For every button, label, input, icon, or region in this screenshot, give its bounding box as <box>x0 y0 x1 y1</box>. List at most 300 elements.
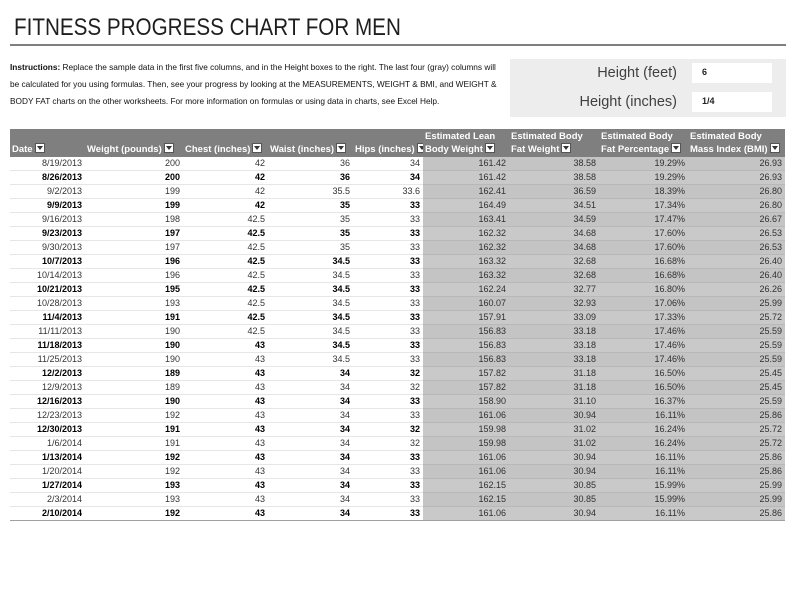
cell-lean-weight[interactable]: 162.15 <box>423 493 509 507</box>
cell-lean-weight[interactable]: 159.98 <box>423 423 509 437</box>
cell-weight[interactable]: 192 <box>85 409 183 423</box>
cell-hips[interactable]: 33 <box>353 409 423 423</box>
cell-fat-percentage[interactable]: 17.46% <box>599 339 688 353</box>
cell-hips[interactable]: 33 <box>353 297 423 311</box>
cell-hips[interactable]: 33 <box>353 283 423 297</box>
cell-fat-weight[interactable]: 34.68 <box>509 241 599 255</box>
cell-waist[interactable]: 34.5 <box>268 339 353 353</box>
table-row <box>10 423 785 437</box>
cell-date[interactable]: 8/19/2013 <box>10 157 85 171</box>
cell-lean-weight[interactable]: 161.42 <box>423 171 509 185</box>
height-inches-row <box>510 88 786 117</box>
table-row <box>10 283 785 297</box>
height-feet-label: Height (feet) <box>597 65 677 81</box>
cell-chest[interactable]: 43 <box>183 437 268 451</box>
cell-date[interactable]: 9/2/2013 <box>10 185 85 199</box>
cell-fat-weight[interactable]: 31.18 <box>509 381 599 395</box>
cell-fat-weight[interactable]: 34.51 <box>509 199 599 213</box>
cell-weight[interactable]: 200 <box>85 171 183 185</box>
cell-date[interactable]: 12/2/2013 <box>10 367 85 381</box>
cell-chest[interactable]: 42.5 <box>183 269 268 283</box>
cell-fat-percentage[interactable]: 15.99% <box>599 493 688 507</box>
table-row <box>10 199 785 213</box>
cell-bmi[interactable]: 25.86 <box>688 451 785 465</box>
cell-bmi[interactable]: 25.99 <box>688 297 785 311</box>
cell-bmi[interactable]: 25.45 <box>688 381 785 395</box>
cell-chest[interactable]: 43 <box>183 423 268 437</box>
cell-chest[interactable]: 42 <box>183 157 268 171</box>
cell-waist[interactable]: 34.5 <box>268 297 353 311</box>
cell-lean-weight[interactable]: 161.06 <box>423 465 509 479</box>
cell-waist[interactable]: 34 <box>268 507 353 521</box>
column-header-label: Estimated Body Fat Weight <box>511 131 583 155</box>
cell-hips[interactable]: 33 <box>353 451 423 465</box>
table-row <box>10 507 785 521</box>
cell-fat-percentage[interactable]: 19.29% <box>599 157 688 171</box>
cell-date[interactable]: 12/23/2013 <box>10 409 85 423</box>
cell-fat-percentage[interactable]: 16.11% <box>599 507 688 521</box>
cell-chest[interactable]: 43 <box>183 339 268 353</box>
table-row <box>10 297 785 311</box>
cell-hips[interactable]: 33.6 <box>353 185 423 199</box>
cell-fat-percentage[interactable]: 16.37% <box>599 395 688 409</box>
cell-hips[interactable]: 33 <box>353 339 423 353</box>
cell-fat-weight[interactable]: 30.85 <box>509 493 599 507</box>
cell-hips[interactable]: 33 <box>353 325 423 339</box>
cell-lean-weight[interactable]: 161.06 <box>423 451 509 465</box>
table-row <box>10 227 785 241</box>
cell-chest[interactable]: 42.5 <box>183 213 268 227</box>
cell-fat-percentage[interactable]: 16.24% <box>599 423 688 437</box>
cell-fat-percentage[interactable]: 16.11% <box>599 409 688 423</box>
cell-fat-percentage[interactable]: 16.11% <box>599 465 688 479</box>
cell-fat-percentage[interactable]: 19.29% <box>599 171 688 185</box>
cell-bmi[interactable]: 25.99 <box>688 493 785 507</box>
column-header-fat-percentage[interactable] <box>599 129 688 157</box>
cell-lean-weight[interactable]: 161.42 <box>423 157 509 171</box>
cell-weight[interactable]: 197 <box>85 227 183 241</box>
cell-lean-weight[interactable]: 162.32 <box>423 227 509 241</box>
column-header-hips[interactable] <box>353 129 423 157</box>
cell-fat-weight[interactable]: 33.18 <box>509 353 599 367</box>
cell-chest[interactable]: 43 <box>183 381 268 395</box>
cell-waist[interactable]: 34.5 <box>268 255 353 269</box>
cell-chest[interactable]: 43 <box>183 367 268 381</box>
cell-fat-percentage[interactable]: 18.39% <box>599 185 688 199</box>
cell-bmi[interactable]: 26.93 <box>688 157 785 171</box>
instructions-lead: Instructions: <box>10 62 61 72</box>
cell-fat-weight[interactable]: 38.58 <box>509 171 599 185</box>
cell-waist[interactable]: 34 <box>268 423 353 437</box>
cell-waist[interactable]: 35 <box>268 227 353 241</box>
cell-lean-weight[interactable]: 158.90 <box>423 395 509 409</box>
cell-hips[interactable]: 34 <box>353 157 423 171</box>
title-divider <box>10 44 786 46</box>
cell-weight[interactable]: 198 <box>85 213 183 227</box>
cell-fat-weight[interactable]: 30.85 <box>509 479 599 493</box>
filter-dropdown-icon[interactable] <box>252 143 262 153</box>
cell-fat-percentage[interactable]: 17.33% <box>599 311 688 325</box>
cell-fat-percentage[interactable]: 16.50% <box>599 367 688 381</box>
column-header-label: Hips (inches) <box>355 144 415 155</box>
fitness-table <box>10 129 785 521</box>
cell-fat-weight[interactable]: 31.18 <box>509 367 599 381</box>
cell-date[interactable]: 9/9/2013 <box>10 199 85 213</box>
cell-bmi[interactable]: 26.40 <box>688 255 785 269</box>
cell-weight[interactable]: 191 <box>85 423 183 437</box>
cell-fat-weight[interactable]: 30.94 <box>509 507 599 521</box>
filter-dropdown-icon[interactable] <box>561 143 571 153</box>
column-header-label: Chest (inches) <box>185 144 251 155</box>
cell-hips[interactable]: 33 <box>353 311 423 325</box>
cell-date[interactable]: 10/7/2013 <box>10 255 85 269</box>
cell-date[interactable]: 1/27/2014 <box>10 479 85 493</box>
column-header-label: Weight (pounds) <box>87 144 162 155</box>
column-header-label: Estimated Body Fat Percentage <box>601 131 673 155</box>
cell-lean-weight[interactable]: 157.91 <box>423 311 509 325</box>
cell-hips[interactable]: 33 <box>353 493 423 507</box>
cell-lean-weight[interactable]: 162.32 <box>423 241 509 255</box>
cell-weight[interactable]: 199 <box>85 185 183 199</box>
cell-bmi[interactable]: 25.72 <box>688 437 785 451</box>
cell-weight[interactable]: 190 <box>85 353 183 367</box>
table-row <box>10 213 785 227</box>
cell-lean-weight[interactable]: 160.07 <box>423 297 509 311</box>
cell-bmi[interactable]: 25.86 <box>688 507 785 521</box>
column-header-label: Waist (inches) <box>270 144 335 155</box>
cell-hips[interactable]: 32 <box>353 367 423 381</box>
cell-bmi[interactable]: 26.67 <box>688 213 785 227</box>
filter-dropdown-icon[interactable] <box>35 143 45 153</box>
cell-fat-percentage[interactable]: 17.46% <box>599 325 688 339</box>
header-row <box>10 129 785 157</box>
cell-hips[interactable]: 32 <box>353 381 423 395</box>
cell-date[interactable]: 11/25/2013 <box>10 353 85 367</box>
cell-weight[interactable]: 193 <box>85 297 183 311</box>
cell-chest[interactable]: 43 <box>183 353 268 367</box>
cell-fat-weight[interactable]: 32.93 <box>509 297 599 311</box>
table-row <box>10 409 785 423</box>
cell-lean-weight[interactable]: 162.41 <box>423 185 509 199</box>
cell-hips[interactable]: 33 <box>353 479 423 493</box>
cell-fat-percentage[interactable]: 16.80% <box>599 283 688 297</box>
cell-waist[interactable]: 35 <box>268 241 353 255</box>
cell-hips[interactable]: 33 <box>353 241 423 255</box>
table-row <box>10 157 785 171</box>
cell-fat-weight[interactable]: 36.59 <box>509 185 599 199</box>
cell-lean-weight[interactable]: 162.15 <box>423 479 509 493</box>
cell-waist[interactable]: 34.5 <box>268 283 353 297</box>
cell-bmi[interactable]: 25.59 <box>688 395 785 409</box>
cell-chest[interactable]: 42 <box>183 171 268 185</box>
cell-lean-weight[interactable]: 161.06 <box>423 507 509 521</box>
cell-lean-weight[interactable]: 163.32 <box>423 269 509 283</box>
cell-chest[interactable]: 43 <box>183 493 268 507</box>
cell-date[interactable]: 12/9/2013 <box>10 381 85 395</box>
column-header-lean-weight[interactable] <box>423 129 509 157</box>
cell-fat-percentage[interactable]: 17.47% <box>599 213 688 227</box>
cell-fat-percentage[interactable]: 17.06% <box>599 297 688 311</box>
cell-waist[interactable]: 34 <box>268 451 353 465</box>
cell-weight[interactable]: 190 <box>85 395 183 409</box>
cell-hips[interactable]: 33 <box>353 269 423 283</box>
cell-date[interactable]: 11/11/2013 <box>10 325 85 339</box>
table-row <box>10 367 785 381</box>
table-row <box>10 171 785 185</box>
cell-hips[interactable]: 34 <box>353 171 423 185</box>
cell-date[interactable]: 11/18/2013 <box>10 339 85 353</box>
cell-waist[interactable]: 36 <box>268 157 353 171</box>
cell-lean-weight[interactable]: 156.83 <box>423 325 509 339</box>
cell-lean-weight[interactable]: 157.82 <box>423 367 509 381</box>
cell-fat-percentage[interactable]: 16.50% <box>599 381 688 395</box>
cell-date[interactable]: 1/13/2014 <box>10 451 85 465</box>
cell-fat-percentage[interactable]: 17.60% <box>599 241 688 255</box>
filter-dropdown-icon[interactable] <box>336 143 346 153</box>
cell-chest[interactable]: 42.5 <box>183 227 268 241</box>
table-row <box>10 353 785 367</box>
cell-weight[interactable]: 191 <box>85 311 183 325</box>
cell-waist[interactable]: 34 <box>268 493 353 507</box>
cell-lean-weight[interactable]: 161.06 <box>423 409 509 423</box>
cell-fat-weight[interactable]: 34.68 <box>509 227 599 241</box>
cell-date[interactable]: 9/16/2013 <box>10 213 85 227</box>
cell-weight[interactable]: 192 <box>85 465 183 479</box>
cell-waist[interactable]: 34 <box>268 437 353 451</box>
table-row <box>10 395 785 409</box>
table-row <box>10 479 785 493</box>
cell-date[interactable]: 2/3/2014 <box>10 493 85 507</box>
cell-date[interactable]: 1/20/2014 <box>10 465 85 479</box>
cell-waist[interactable]: 34 <box>268 465 353 479</box>
cell-fat-weight[interactable]: 32.77 <box>509 283 599 297</box>
height-feet-row <box>510 59 786 88</box>
instructions-text <box>10 59 506 110</box>
cell-fat-percentage[interactable]: 16.68% <box>599 269 688 283</box>
cell-fat-percentage[interactable]: 17.34% <box>599 199 688 213</box>
cell-lean-weight[interactable]: 162.24 <box>423 283 509 297</box>
cell-bmi[interactable]: 25.99 <box>688 479 785 493</box>
cell-chest[interactable]: 42.5 <box>183 283 268 297</box>
height-feet-cell[interactable]: 6 <box>692 63 772 83</box>
cell-weight[interactable]: 193 <box>85 493 183 507</box>
cell-fat-weight[interactable]: 38.58 <box>509 157 599 171</box>
column-header-bmi[interactable] <box>688 129 785 157</box>
cell-bmi[interactable]: 26.80 <box>688 185 785 199</box>
cell-fat-percentage[interactable]: 15.99% <box>599 479 688 493</box>
table-row <box>10 311 785 325</box>
cell-chest[interactable]: 43 <box>183 507 268 521</box>
cell-waist[interactable]: 34.5 <box>268 353 353 367</box>
cell-date[interactable]: 8/26/2013 <box>10 171 85 185</box>
cell-weight[interactable]: 192 <box>85 507 183 521</box>
filter-dropdown-icon[interactable] <box>671 143 681 153</box>
table-row <box>10 493 785 507</box>
cell-date[interactable]: 10/28/2013 <box>10 297 85 311</box>
cell-hips[interactable]: 33 <box>353 255 423 269</box>
cell-fat-weight[interactable]: 30.94 <box>509 451 599 465</box>
cell-fat-weight[interactable]: 33.18 <box>509 325 599 339</box>
cell-waist[interactable]: 35 <box>268 213 353 227</box>
column-header-fat-weight[interactable] <box>509 129 599 157</box>
cell-fat-weight[interactable]: 30.94 <box>509 465 599 479</box>
filter-dropdown-icon[interactable] <box>485 143 495 153</box>
cell-waist[interactable]: 34.5 <box>268 311 353 325</box>
table-row <box>10 465 785 479</box>
cell-lean-weight[interactable]: 156.83 <box>423 339 509 353</box>
cell-weight[interactable]: 195 <box>85 283 183 297</box>
cell-hips[interactable]: 33 <box>353 227 423 241</box>
cell-weight[interactable]: 200 <box>85 157 183 171</box>
cell-hips[interactable]: 33 <box>353 199 423 213</box>
filter-dropdown-icon[interactable] <box>770 143 780 153</box>
cell-fat-weight[interactable]: 30.94 <box>509 409 599 423</box>
cell-bmi[interactable]: 25.72 <box>688 311 785 325</box>
cell-chest[interactable]: 43 <box>183 479 268 493</box>
cell-hips[interactable]: 33 <box>353 465 423 479</box>
filter-dropdown-icon[interactable] <box>164 143 174 153</box>
cell-lean-weight[interactable]: 163.41 <box>423 213 509 227</box>
cell-waist[interactable]: 34 <box>268 395 353 409</box>
cell-chest[interactable]: 42 <box>183 199 268 213</box>
cell-date[interactable]: 10/21/2013 <box>10 283 85 297</box>
cell-date[interactable]: 11/4/2013 <box>10 311 85 325</box>
cell-weight[interactable]: 196 <box>85 255 183 269</box>
cell-bmi[interactable]: 26.53 <box>688 241 785 255</box>
table-row <box>10 241 785 255</box>
cell-fat-percentage[interactable]: 17.60% <box>599 227 688 241</box>
cell-date[interactable]: 12/30/2013 <box>10 423 85 437</box>
cell-chest[interactable]: 42.5 <box>183 241 268 255</box>
cell-bmi[interactable]: 26.53 <box>688 227 785 241</box>
cell-fat-percentage[interactable]: 16.68% <box>599 255 688 269</box>
cell-bmi[interactable]: 26.26 <box>688 283 785 297</box>
cell-bmi[interactable]: 25.45 <box>688 367 785 381</box>
cell-bmi[interactable]: 26.80 <box>688 199 785 213</box>
cell-hips[interactable]: 33 <box>353 395 423 409</box>
cell-chest[interactable]: 42 <box>183 185 268 199</box>
cell-lean-weight[interactable]: 157.82 <box>423 381 509 395</box>
column-header-waist[interactable] <box>268 129 353 157</box>
table-row <box>10 381 785 395</box>
cell-waist[interactable]: 35.5 <box>268 185 353 199</box>
cell-date[interactable]: 10/14/2013 <box>10 269 85 283</box>
cell-waist[interactable]: 34 <box>268 479 353 493</box>
cell-fat-weight[interactable]: 31.02 <box>509 437 599 451</box>
cell-chest[interactable]: 43 <box>183 451 268 465</box>
cell-hips[interactable]: 33 <box>353 353 423 367</box>
cell-fat-percentage[interactable]: 16.11% <box>599 451 688 465</box>
cell-weight[interactable]: 199 <box>85 199 183 213</box>
cell-fat-weight[interactable]: 32.68 <box>509 269 599 283</box>
cell-bmi[interactable]: 25.59 <box>688 339 785 353</box>
cell-chest[interactable]: 43 <box>183 409 268 423</box>
column-header-weight[interactable] <box>85 129 183 157</box>
table-row <box>10 269 785 283</box>
cell-hips[interactable]: 33 <box>353 507 423 521</box>
table-row <box>10 437 785 451</box>
cell-hips[interactable]: 33 <box>353 213 423 227</box>
cell-bmi[interactable]: 26.93 <box>688 171 785 185</box>
cell-waist[interactable]: 34 <box>268 367 353 381</box>
column-header-label: Estimated Body Mass Index (BMI) <box>690 131 768 155</box>
cell-bmi[interactable]: 25.59 <box>688 353 785 367</box>
cell-bmi[interactable]: 25.59 <box>688 325 785 339</box>
cell-bmi[interactable]: 25.86 <box>688 465 785 479</box>
cell-weight[interactable]: 191 <box>85 437 183 451</box>
cell-waist[interactable]: 35 <box>268 199 353 213</box>
page-title: FITNESS PROGRESS CHART FOR MEN <box>14 14 401 41</box>
height-inches-cell[interactable]: 1/4 <box>692 92 772 112</box>
table-row <box>10 339 785 353</box>
cell-date[interactable]: 1/6/2014 <box>10 437 85 451</box>
cell-date[interactable]: 9/30/2013 <box>10 241 85 255</box>
table-row <box>10 325 785 339</box>
instructions-body: Replace the sample data in the first five columns, and in the Height boxes to the right. The last four (gray) columns will be calculated for you using formulas. Then, see your progress by looking at the MEASUREMENTS, WEIGHT & BMI, and WEIGHT & BODY FAT charts on the other worksheets. For more information on formulas or using data in charts, see Excel Help. <box>10 62 497 106</box>
cell-weight[interactable]: 190 <box>85 339 183 353</box>
cell-chest[interactable]: 42.5 <box>183 325 268 339</box>
cell-hips[interactable]: 32 <box>353 437 423 451</box>
cell-bmi[interactable]: 25.86 <box>688 409 785 423</box>
cell-fat-weight[interactable]: 34.59 <box>509 213 599 227</box>
cell-waist[interactable]: 36 <box>268 171 353 185</box>
cell-weight[interactable]: 196 <box>85 269 183 283</box>
cell-weight[interactable]: 197 <box>85 241 183 255</box>
cell-weight[interactable]: 189 <box>85 381 183 395</box>
cell-date[interactable]: 12/16/2013 <box>10 395 85 409</box>
cell-fat-percentage[interactable]: 16.24% <box>599 437 688 451</box>
cell-bmi[interactable]: 25.72 <box>688 423 785 437</box>
cell-waist[interactable]: 34 <box>268 409 353 423</box>
cell-bmi[interactable]: 26.40 <box>688 269 785 283</box>
cell-chest[interactable]: 43 <box>183 395 268 409</box>
cell-chest[interactable]: 43 <box>183 465 268 479</box>
cell-chest[interactable]: 42.5 <box>183 311 268 325</box>
cell-weight[interactable]: 189 <box>85 367 183 381</box>
cell-fat-weight[interactable]: 33.09 <box>509 311 599 325</box>
cell-fat-weight[interactable]: 31.02 <box>509 423 599 437</box>
cell-waist[interactable]: 34.5 <box>268 269 353 283</box>
cell-chest[interactable]: 42.5 <box>183 297 268 311</box>
cell-weight[interactable]: 193 <box>85 479 183 493</box>
cell-waist[interactable]: 34 <box>268 381 353 395</box>
table-row <box>10 185 785 199</box>
cell-fat-weight[interactable]: 33.18 <box>509 339 599 353</box>
cell-lean-weight[interactable]: 159.98 <box>423 437 509 451</box>
height-panel <box>510 59 786 117</box>
cell-hips[interactable]: 32 <box>353 423 423 437</box>
table-row <box>10 255 785 269</box>
cell-lean-weight[interactable]: 156.83 <box>423 353 509 367</box>
column-header-chest[interactable] <box>183 129 268 157</box>
cell-date[interactable]: 9/23/2013 <box>10 227 85 241</box>
cell-date[interactable]: 2/10/2014 <box>10 507 85 521</box>
cell-waist[interactable]: 34.5 <box>268 325 353 339</box>
column-header-label: Date <box>12 144 33 155</box>
cell-weight[interactable]: 192 <box>85 451 183 465</box>
cell-fat-weight[interactable]: 31.10 <box>509 395 599 409</box>
table-row <box>10 451 785 465</box>
cell-fat-percentage[interactable]: 17.46% <box>599 353 688 367</box>
cell-fat-weight[interactable]: 32.68 <box>509 255 599 269</box>
column-header-date[interactable] <box>10 129 85 157</box>
height-inches-label: Height (inches) <box>579 94 677 110</box>
cell-weight[interactable]: 190 <box>85 325 183 339</box>
column-header-label: Estimated Lean Body Weight <box>425 131 496 155</box>
cell-chest[interactable]: 42.5 <box>183 255 268 269</box>
cell-lean-weight[interactable]: 164.49 <box>423 199 509 213</box>
cell-lean-weight[interactable]: 163.32 <box>423 255 509 269</box>
